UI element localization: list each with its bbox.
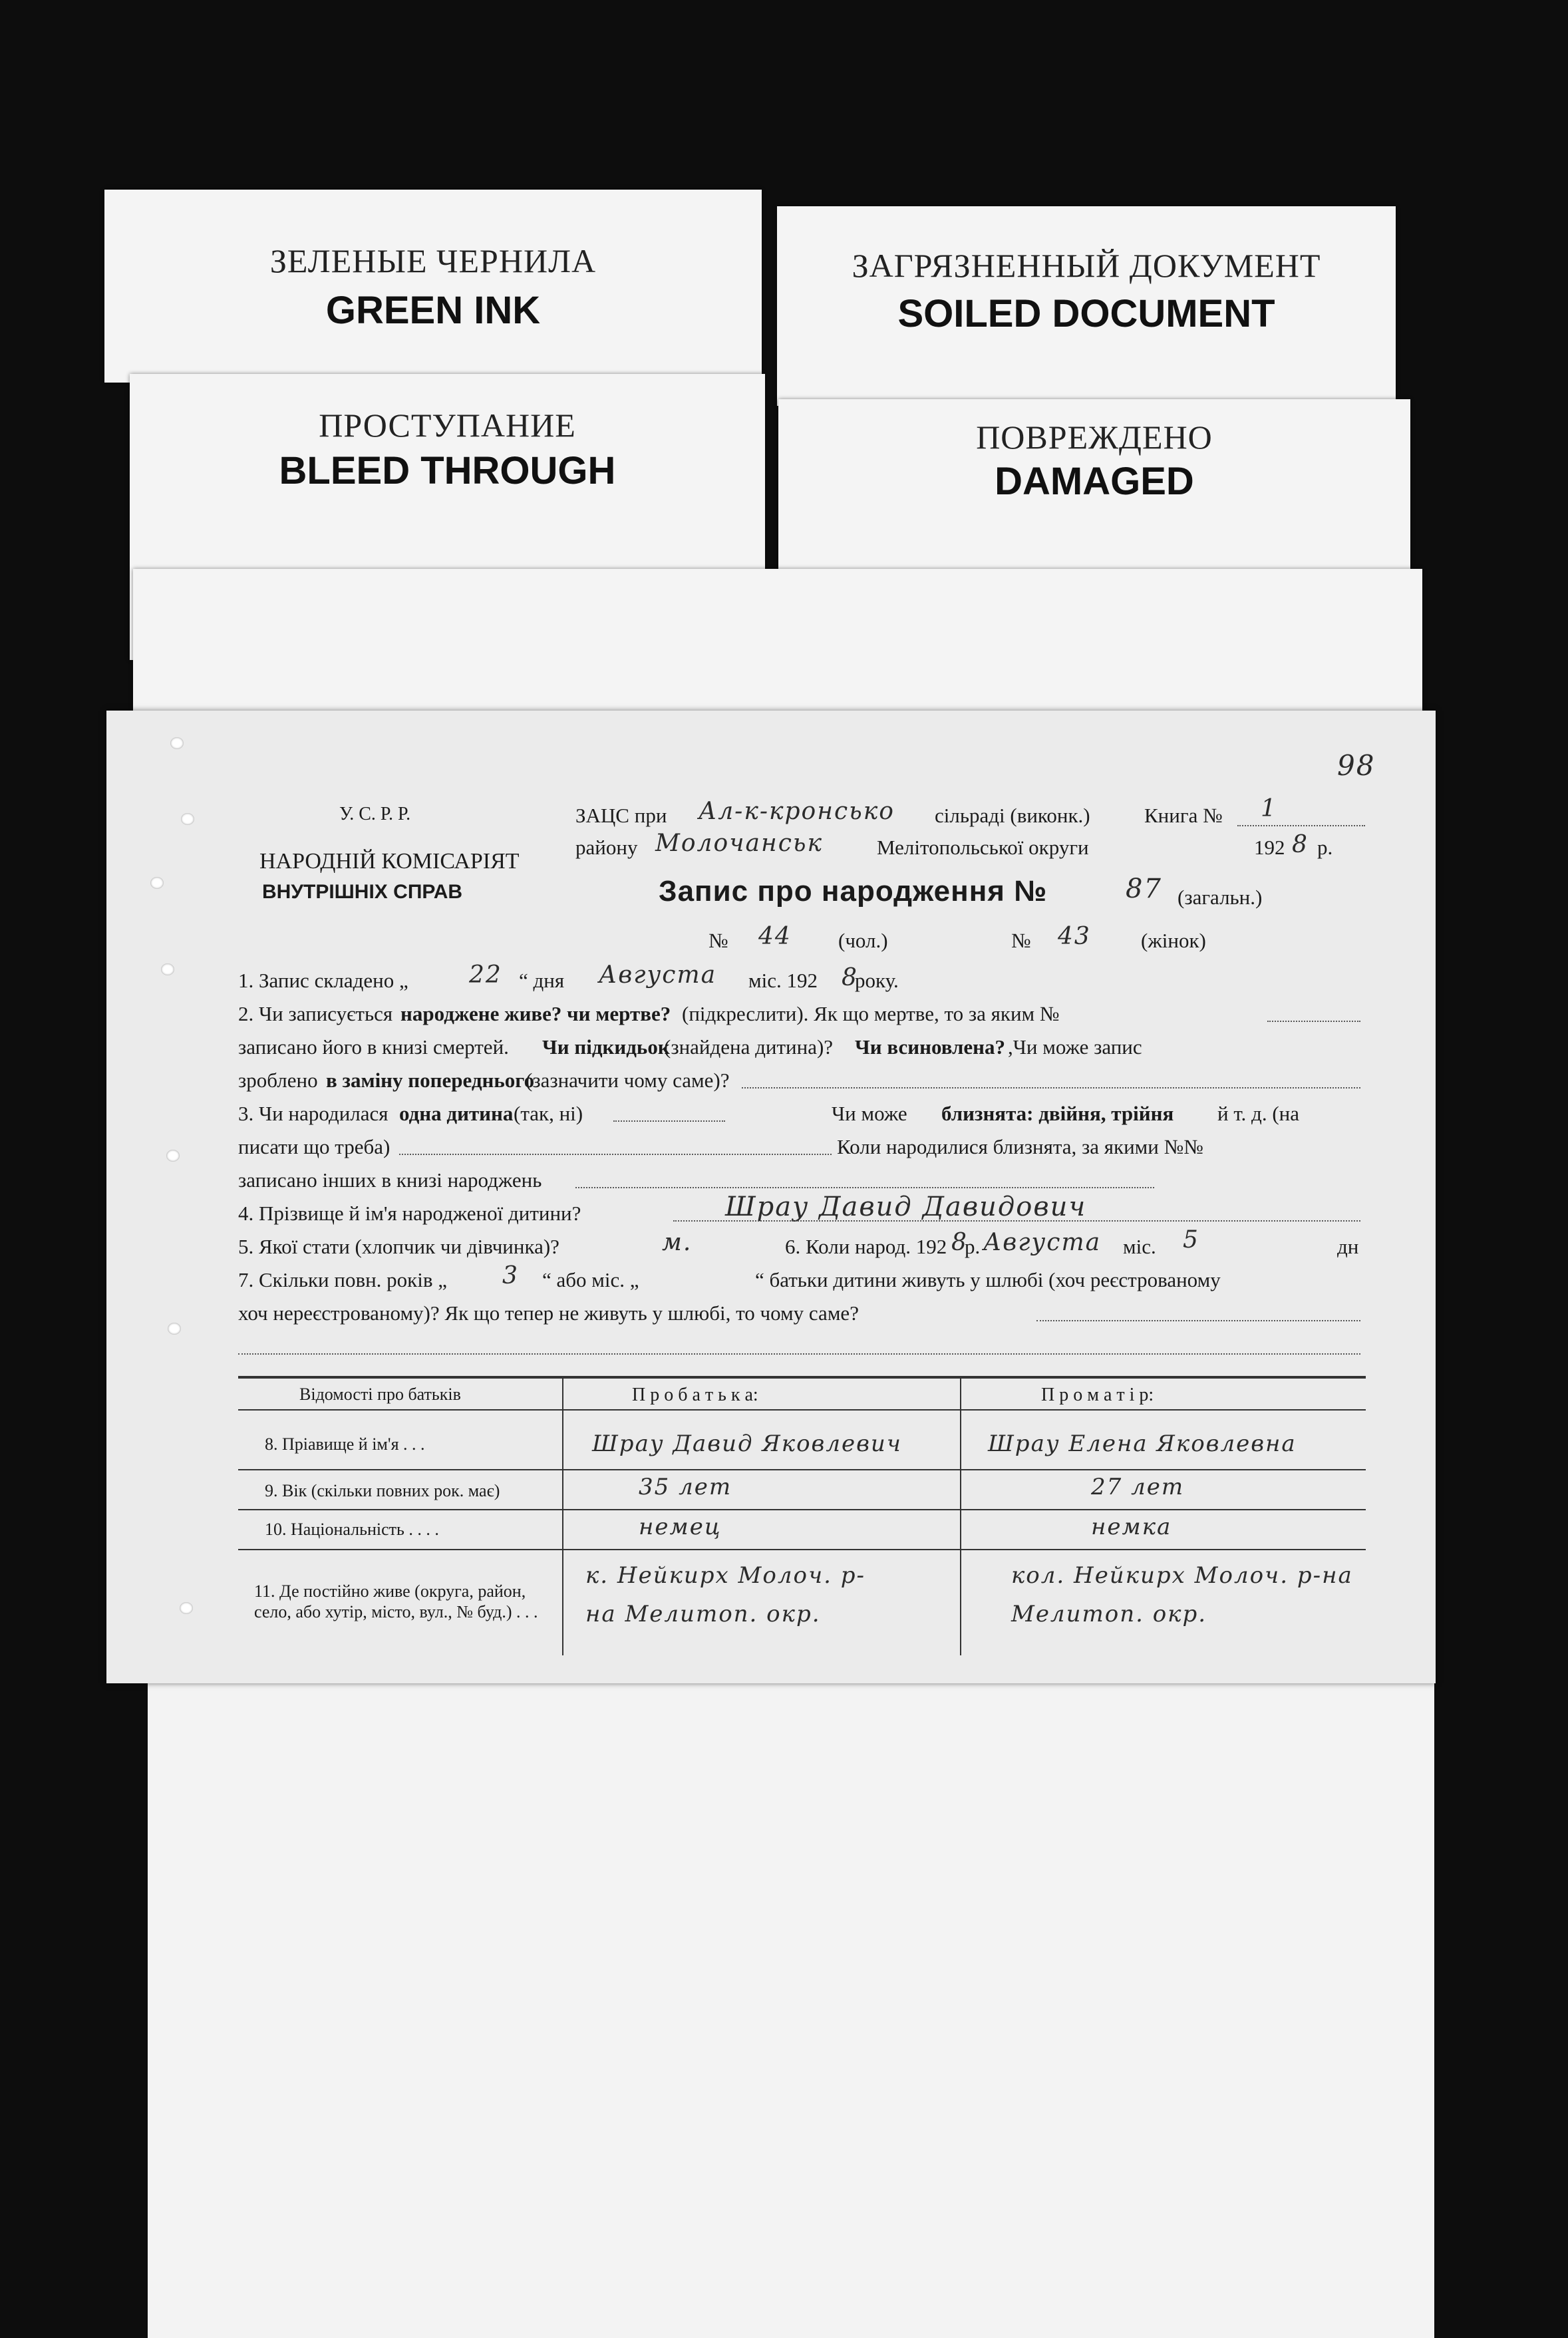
punch-hole [170,737,184,749]
q3-text-b: (так, ні) [514,1102,583,1125]
q2-text-bold: народжене живе? чи мертве? [400,1002,671,1025]
q1-text-b: “ дня [519,969,565,992]
q3c-dotline [575,1187,1154,1188]
q1-month: Августа [599,961,717,989]
table-row-rule [238,1509,1366,1510]
male-number: 44 [758,923,792,950]
soiled-label-en: SOILED DOCUMENT [897,292,1275,335]
q2-dotline [1267,1021,1360,1022]
q2c-text-b: (зазначити чому саме)? [526,1069,730,1092]
book-number: 1 [1261,795,1277,822]
q3-text-a: 3. Чи народилася [238,1102,389,1125]
table-header-info: Відомості про батьків [299,1385,461,1404]
table-col-divider-1 [562,1376,563,1655]
bleed-label-en: BLEED THROUGH [279,449,616,492]
punch-hole [180,1602,193,1614]
blank-card [133,569,1422,722]
q7-dotline-2 [238,1353,1360,1355]
record-title: Запис про народження № [659,875,1048,908]
year-prefix: 192 [1254,836,1285,859]
soiled-label-ru: ЗАГРЯЗНЕННЫЙ ДОКУМЕНТ [852,247,1321,284]
q3b-text-b: Коли народилися близнята, за якими №№ [837,1135,1203,1158]
year-digit: 8 [1292,831,1309,858]
row-name-label: 8. Пріавище й ім'я . . . [265,1434,425,1454]
zags-suffix: сільраді (виконк.) [935,804,1090,827]
q7b-text-a: хоч нереєстрованому)? Як що тепер не живуть у шлюбі, то чому саме? [238,1301,859,1325]
marriage-years: 3 [502,1262,519,1289]
q2b-adopted: Чи всиновлена? [855,1035,1006,1059]
birth-month: Августа [983,1229,1102,1256]
punch-hole [181,813,194,825]
district-name: Молочанськ [655,830,823,857]
q3-single-child: одна дитина [399,1102,514,1125]
q6-text-a: 6. Коли народ. 192 [785,1235,947,1258]
table-col-divider-2 [960,1376,961,1655]
female-number-prefix: № [1011,929,1031,952]
q1-day: 22 [469,961,502,989]
female-number: 43 [1058,923,1091,950]
year-suffix: р. [1317,836,1333,859]
punch-hole [161,963,174,975]
punch-hole [166,1150,180,1162]
green-ink-label-en: GREEN INK [325,289,541,332]
q7-text-b: “ або міс. „ [542,1268,639,1291]
child-sex: м. [662,1229,693,1256]
mother-age: 27 лет [1091,1474,1185,1500]
q6-text-b: р. [965,1235,981,1258]
green-ink-card [104,190,762,383]
father-name: Шрау Давид Яковлевич [592,1430,902,1457]
q7-text-c: “ батьки дитини живуть у шлюбі (хоч реєстрованому [755,1268,1221,1291]
father-age: 35 лет [639,1474,732,1500]
book-label: Книга № [1144,804,1223,827]
q2-text-a: 2. Чи записується [238,1002,393,1025]
q3b-text-a: писати що треба) [238,1135,391,1158]
okrug-label: Мелітопольської округи [877,836,1089,859]
q6-text-d: дн [1337,1235,1359,1258]
mother-name: Шрау Елена Яковлевна [988,1430,1297,1457]
q7-text-a: 7. Скільки повн. років „ [238,1268,447,1291]
q4-text-a: 4. Прізвище й ім'я народженої дитини? [238,1202,581,1225]
green-ink-label-ru: ЗЕЛЕНЫЕ ЧЕРНИЛА [269,242,597,279]
row-nationality-label: 10. Національність . . . . [265,1520,439,1539]
record-total-label: (загальн.) [1177,886,1263,909]
usrr-heading: У. С. Р. Р. [339,804,411,824]
table-header-father: П р о б а т ь к а: [632,1385,758,1405]
mother-residence: кол. Нейкирх Молоч. р-на Мелитоп. окр. [1011,1562,1353,1627]
table-top-rule [238,1376,1366,1379]
record-number: 87 [1126,874,1162,904]
q1-text-d: року. [855,969,899,992]
row-age-label: 9. Вік (скільки повних рок. має) [265,1481,500,1500]
q2b-text-b: (знайдена дитина)? [664,1035,834,1059]
q3-text-d: й т. д. (на [1217,1102,1300,1125]
q2c-text-a: зроблено [238,1069,318,1092]
q2b-text-c: ,Чи може запис [1008,1035,1142,1059]
row-residence-label: 11. Де постійно живе (округа, район, село, або хутір, місто, вул., № буд.) . . . [254,1582,538,1622]
q2b-foundling: Чи підкидьок [542,1035,670,1059]
punch-hole [168,1323,181,1335]
q7-dotline [1036,1320,1360,1321]
commissariat-heading: НАРОДНІЙ КОМІСАРІЯТ [259,849,520,874]
q3-text-c: Чи може [832,1102,907,1125]
table-header-mother: П р о м а т і р: [1041,1385,1154,1405]
soiled-document-card [777,206,1396,406]
female-label: (жінок) [1141,929,1206,952]
q1-year: 8 [842,964,858,991]
q1-text-c: міс. 192 [748,969,818,992]
page-number: 98 [1337,749,1376,782]
q2c-replacement: в заміну попереднього [326,1069,535,1092]
zags-prefix: ЗАЦС при [575,804,667,827]
father-nationality: немец [639,1514,722,1540]
table-row-rule [238,1549,1366,1550]
damaged-label-ru: ПОВРЕЖДЕНО [976,418,1213,456]
q4-dotline [673,1220,1360,1222]
damaged-label-en: DAMAGED [995,460,1194,503]
q2b-text-a: записано його в книзі смертей. [238,1035,509,1059]
bleed-label-ru: ПРОСТУПАНИЕ [319,407,576,444]
book-dotline [1237,825,1365,826]
q1-text-a: 1. Запис складено „ [238,969,408,992]
q2-text-b: (підкреслити). Як що мертве, то за яким № [682,1002,1060,1025]
mother-nationality: немка [1091,1514,1172,1540]
punch-hole [150,877,164,889]
birth-record-document [106,711,1436,1683]
q2c-dotline [742,1087,1360,1088]
father-residence: к. Нейкирх Молоч. р-на Мелитоп. окр. [585,1562,865,1627]
male-label: (чол.) [838,929,888,952]
internal-affairs-heading: ВНУТРІШНІХ СПРАВ [262,881,463,903]
district-label: району [575,836,638,859]
q3-dotline [613,1120,725,1122]
q3c-text-a: записано інших в книзі народжень [238,1168,542,1192]
table-row-rule [238,1469,1366,1470]
child-name: Шрау Давид Давидович [725,1192,1087,1222]
q5-text-a: 5. Якої стати (хлопчик чи дівчинка)? [238,1235,559,1258]
village-name: Ал-к-кронсько [699,798,895,825]
male-number-prefix: № [708,929,728,952]
birth-year: 8 [951,1229,968,1256]
q3-twins: близнята: двійня, трійня [941,1102,1174,1125]
blank-backing-sheet [148,1680,1434,2338]
q3b-dotline [399,1154,832,1155]
birth-day: 5 [1183,1226,1199,1253]
table-header-rule [238,1409,1366,1411]
q6-text-c: міс. [1123,1235,1156,1258]
